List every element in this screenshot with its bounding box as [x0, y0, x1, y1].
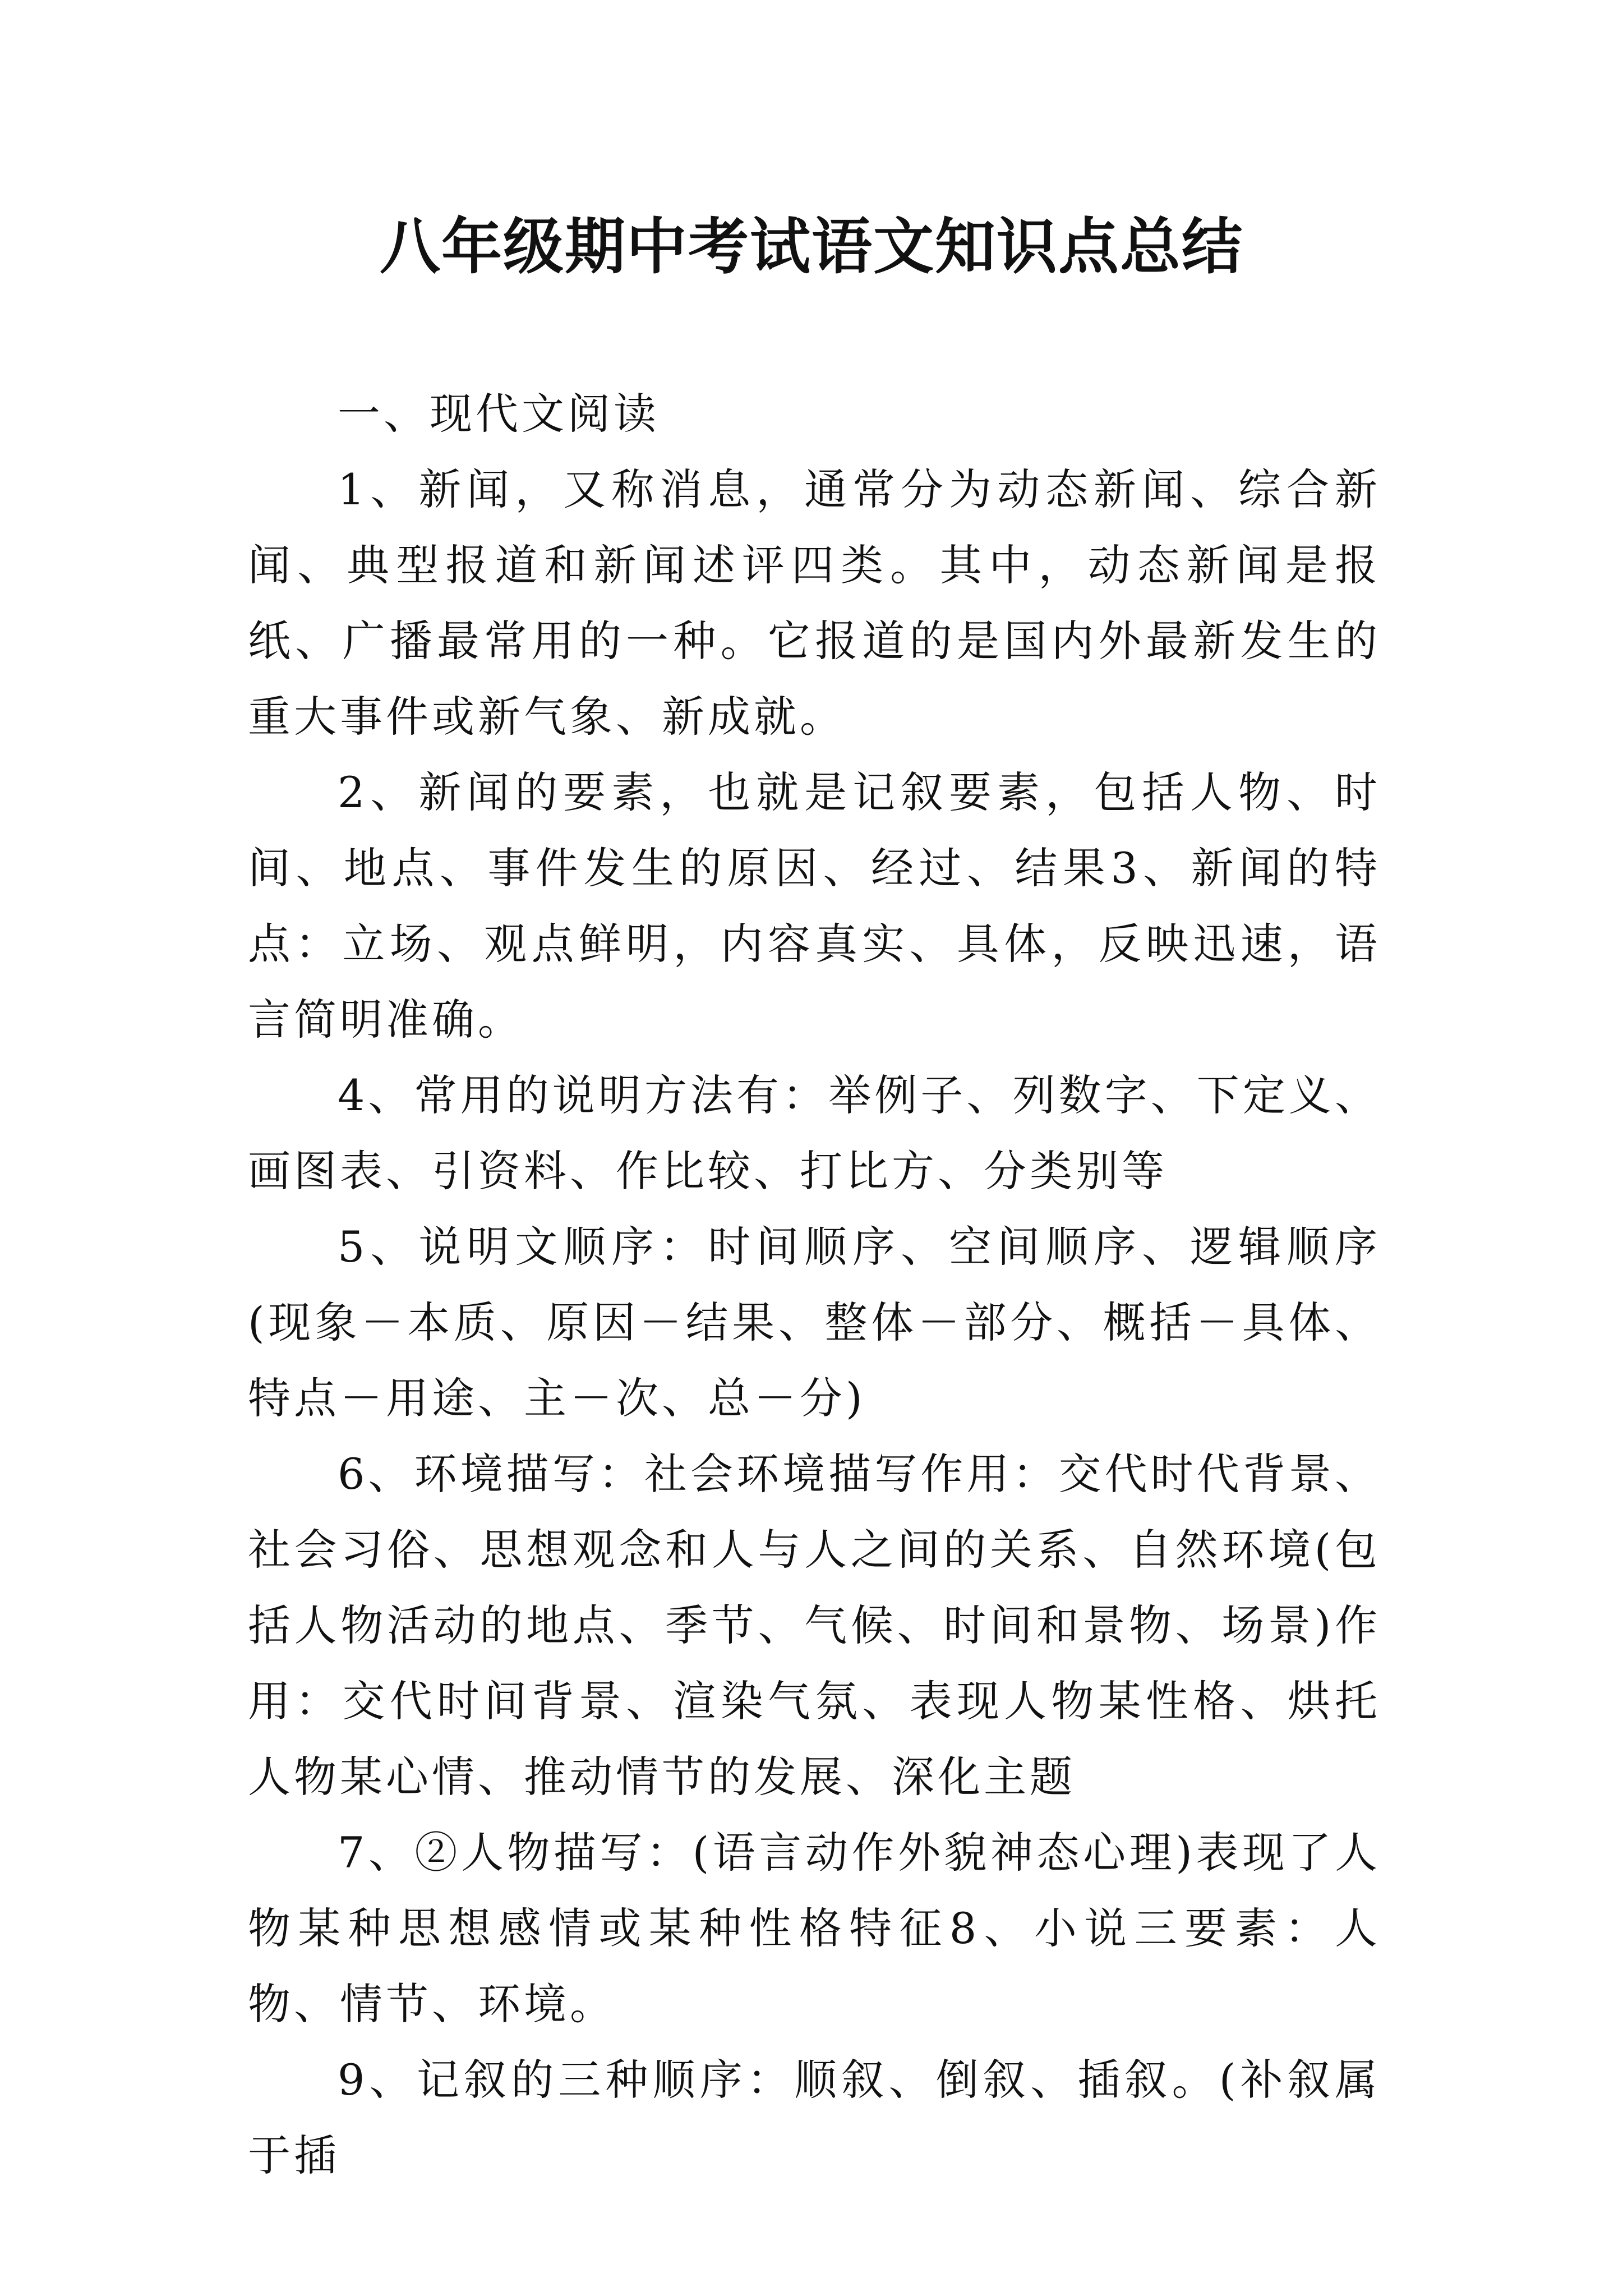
- paragraph: 2、新闻的要素，也就是记叙要素，包括人物、时间、地点、事件发生的原因、经过、结果3、新闻的特点：立场、观点鲜明，内容真实、具体，反映迅速，语言简明准确。: [248, 767, 1381, 1045]
- paragraph: 6、环境描写：社会环境描写作用：交代时代背景、社会习俗、思想观念和人与人之间的关系、自然环境(包括人物活动的地点、季节、气候、时间和景物、场景)作用：交代时间背景、渲染气氛、表现人物某性格、烘托人物某心情、推动情节的发展、深化主题: [248, 1449, 1381, 1802]
- paragraph: 1、新闻，又称消息，通常分为动态新闻、综合新闻、典型报道和新闻述评四类。其中，动态新闻是报纸、广播最常用的一种。它报道的是国内外最新发生的重大事件或新气象、新成就。: [248, 464, 1381, 742]
- paragraph: 7、②人物描写：(语言动作外貌神态心理)表现了人物某种思想感情或某种性格特征8、小说三要素：人物、情节、环境。: [248, 1828, 1381, 2029]
- document-body: [248, 376, 1381, 2193]
- paragraph: 9、记叙的三种顺序：顺叙、倒叙、插叙。(补叙属于插: [248, 2055, 1381, 2180]
- paragraph: 4、常用的说明方法有：举例子、列数字、下定义、画图表、引资料、作比较、打比方、分类别等: [248, 1070, 1381, 1196]
- paragraph: 5、说明文顺序：时间顺序、空间顺序、逻辑顺序(现象－本质、原因－结果、整体－部分、概括－具体、特点－用途、主－次、总－分): [248, 1222, 1381, 1423]
- section-heading: 一、现代文阅读: [338, 389, 660, 439]
- document-title: 八年级期中考试语文知识点总结: [379, 211, 1243, 282]
